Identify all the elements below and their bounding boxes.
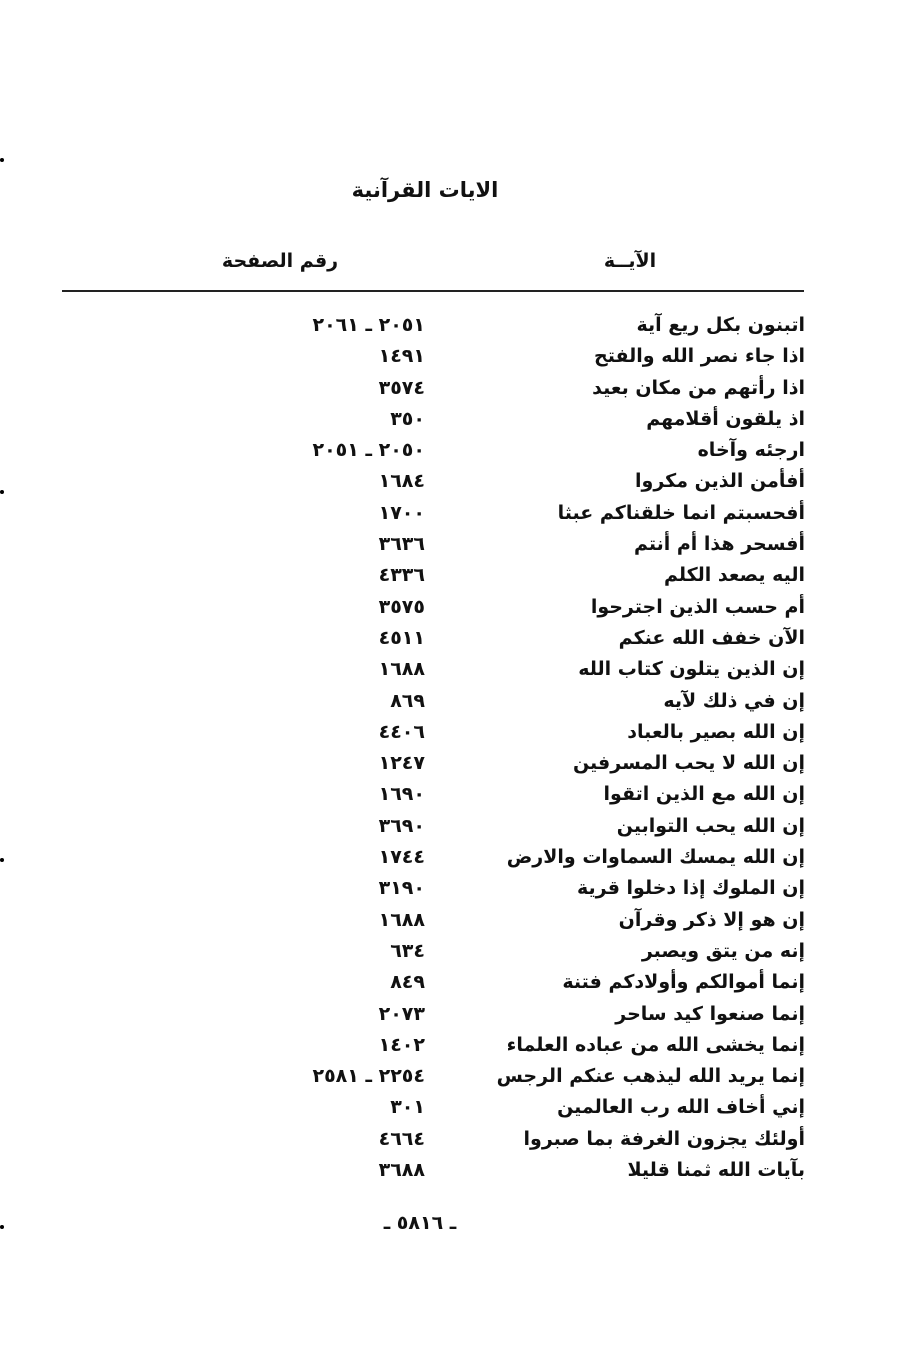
table-row	[0, 936, 905, 967]
verse-text: أم حسب الذين اجترحوا	[590, 595, 805, 618]
table-row	[0, 1092, 905, 1123]
verse-text: الآن خفف الله عنكم	[618, 626, 805, 649]
page-reference: ١٤٩١	[378, 345, 425, 368]
table-row	[0, 811, 905, 842]
verse-text: بآيات الله ثمنا قليلا	[627, 1159, 805, 1182]
page-reference: ١٢٤٧	[378, 752, 425, 775]
verse-text: أفحسبتم انما خلقناكم عبثا	[557, 501, 805, 524]
page-reference: ٤٤٠٦	[378, 720, 425, 743]
verse-text: إن الله يمسك السماوات والارض	[506, 846, 805, 869]
table-row	[0, 1061, 905, 1092]
column-header-verse: الآيــة	[603, 250, 657, 272]
page-reference: ٤٥١١	[378, 626, 425, 649]
table-row	[0, 529, 905, 560]
page-reference: ٣٦٨٨	[378, 1159, 425, 1182]
verse-text: اذ يلقون أقلامهم	[646, 407, 805, 430]
table-row	[0, 905, 905, 936]
table-row	[0, 498, 905, 529]
page-reference: ١٧٤٤	[378, 846, 425, 869]
page-reference: ٣٥٧٥	[378, 595, 425, 618]
table-row	[0, 341, 905, 372]
page-reference: ١٦٩٠	[378, 783, 425, 806]
verse-text: إن الذين يتلون كتاب الله	[578, 658, 805, 681]
page-reference: ٦٣٤	[390, 939, 425, 962]
table-row	[0, 967, 905, 998]
edge-mark	[0, 1225, 4, 1229]
verse-text: إن الله مع الذين اتقوا	[603, 783, 805, 806]
verse-text: إن الله لا يحب المسرفين	[572, 752, 805, 775]
table-row	[0, 717, 905, 748]
page-reference: ٣٥٠	[390, 407, 425, 430]
table-row	[0, 873, 905, 904]
page-reference: ٣٥٧٤	[378, 376, 425, 399]
page-reference: ٢٠٥١ ـ ٢٠٦١	[312, 314, 425, 336]
table-row	[0, 1030, 905, 1061]
page-reference: ٣١٩٠	[378, 877, 425, 900]
verse-text: أولئك يجزون الغرفة بما صبروا	[523, 1127, 805, 1150]
table-row	[0, 654, 905, 685]
table-row	[0, 779, 905, 810]
verse-text: إنما أموالكم وأولادكم فتنة	[562, 971, 805, 994]
verse-text: إن الله يحب التوابين	[616, 814, 805, 837]
page-reference: ٣٠١	[390, 1096, 425, 1119]
verse-text: إني أخاف الله رب العالمين	[557, 1096, 805, 1119]
verse-text: إنما يريد الله ليذهب عنكم الرجس	[496, 1065, 805, 1088]
page-reference: ٤٣٣٦	[378, 564, 425, 587]
verse-text: اذا جاء نصر الله والفتح	[594, 345, 805, 368]
page-reference: ١٧٠٠	[378, 501, 425, 524]
table-row	[0, 999, 905, 1030]
verse-text: أفأمن الذين مكروا	[635, 470, 805, 493]
verse-text: إنما صنعوا كيد ساحر	[615, 1002, 805, 1025]
verse-text: اذا رأتهم من مكان بعيد	[592, 376, 805, 399]
page-title: الايات القرآنية	[351, 178, 499, 202]
header-rule	[62, 290, 804, 292]
page-reference: ٨٤٩	[390, 971, 425, 994]
table-row	[0, 435, 905, 466]
verse-text: إن الله بصير بالعباد	[627, 720, 805, 743]
index-table	[0, 310, 905, 1186]
page-reference: ٢٠٧٣	[378, 1002, 425, 1025]
verse-text: إن هو إلا ذكر وقرآن	[618, 908, 805, 931]
table-row	[0, 466, 905, 497]
table-row	[0, 560, 905, 591]
table-row	[0, 1155, 905, 1186]
verse-text: إن في ذلك لآيه	[663, 689, 805, 712]
page-reference: ٢٢٥٤ ـ ٢٥٨١	[312, 1065, 425, 1088]
verse-text: اليه يصعد الكلم	[663, 564, 805, 587]
edge-mark	[0, 858, 4, 862]
table-row	[0, 592, 905, 623]
table-row	[0, 842, 905, 873]
verse-text: إنما يخشى الله من عباده العلماء	[506, 1033, 805, 1056]
page-reference: ١٦٨٤	[378, 470, 425, 493]
edge-mark	[0, 158, 4, 162]
page-reference: ١٦٨٨	[378, 658, 425, 681]
page-reference: ١٤٠٢	[378, 1033, 425, 1056]
table-row	[0, 310, 905, 341]
verse-text: اتبنون بكل ريع آية	[636, 314, 805, 336]
page-reference: ٣٦٩٠	[378, 814, 425, 837]
page-reference: ١٦٨٨	[378, 908, 425, 931]
table-row	[0, 404, 905, 435]
table-row	[0, 748, 905, 779]
column-header-page: رقم الصفحة	[221, 250, 339, 272]
table-row	[0, 1124, 905, 1155]
footer-page-number: ـ ٥٨١٦ ـ	[383, 1212, 457, 1234]
table-row	[0, 686, 905, 717]
verse-text: إنه من يتق ويصبر	[641, 939, 805, 962]
verse-text: ارجئه وآخاه	[697, 439, 805, 462]
page-reference: ٢٠٥٠ ـ ٢٠٥١	[312, 439, 425, 462]
table-row	[0, 373, 905, 404]
table-row	[0, 623, 905, 654]
verse-text: إن الملوك إذا دخلوا قرية	[577, 877, 805, 900]
page-reference: ٤٦٦٤	[378, 1127, 425, 1150]
edge-mark	[0, 490, 4, 494]
page-reference: ٨٦٩	[390, 689, 425, 712]
page-reference: ٣٦٣٦	[378, 533, 425, 556]
verse-text: أفسحر هذا أم أنتم	[633, 533, 805, 556]
